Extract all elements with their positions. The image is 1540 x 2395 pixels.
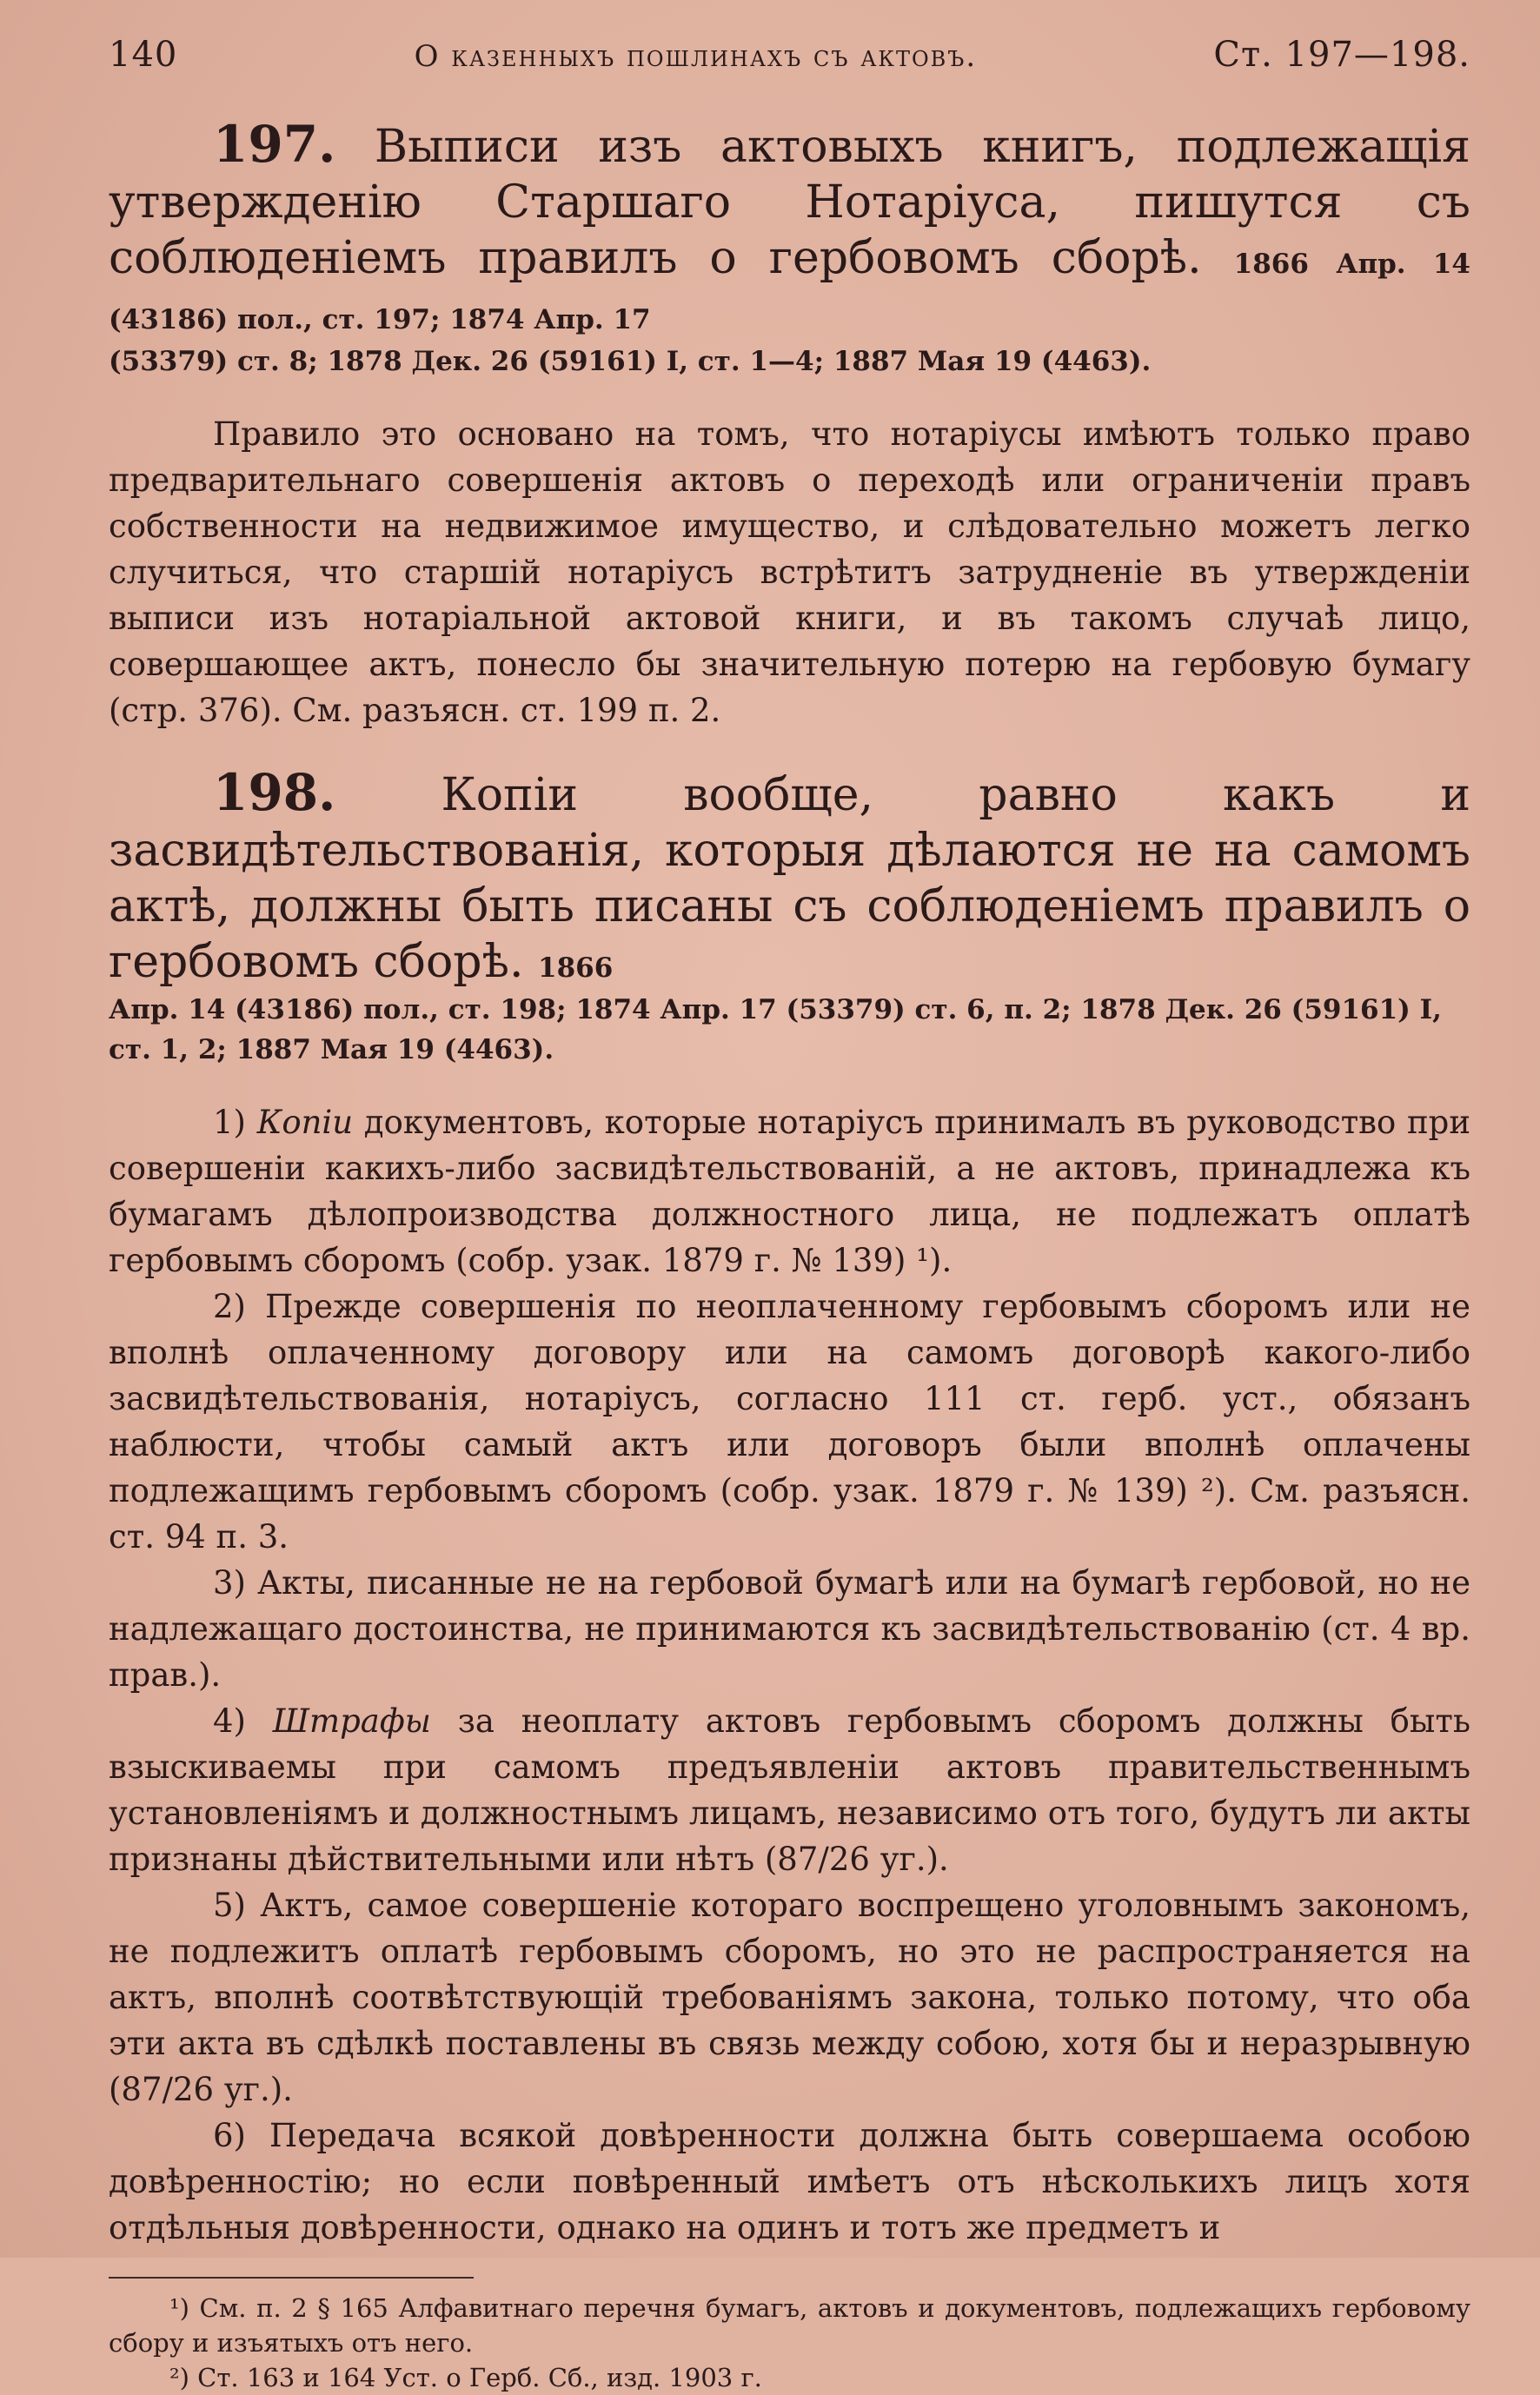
commentary-item-5: 5) Актъ, самое совершеніе котораго воспрещено уголовнымъ закономъ, не подлежитъ оплатѣ гербовымъ сборомъ, но это не распространяется на актъ, вполнѣ соотвѣтствующій требованіямъ закона, только потому, что оба эти акта въ сдѣлкѣ поставлены въ связь между собою, хотя бы и неразрывную (87/26 уг.). [109, 1887, 1470, 2108]
article-198-sources-a: 1866 [538, 952, 614, 984]
article-198-text: Копіи вообще, равно какъ и засвидѣтельствованія, которыя дѣлаются не на самомъ актѣ, должны быть писаны съ соблюденіемъ правилъ о гербовомъ сборѣ. [109, 769, 1471, 988]
running-title: О казенныхъ пошлинахъ съ актовъ. [414, 39, 978, 74]
section-range: Ст. 197—198. [1213, 35, 1470, 75]
article-197-number: 197. [213, 115, 336, 174]
article-197-sources-a: 1866 Апр. 14 (43186) пол., ст. 197; 1874 Апр. 17 [109, 249, 1470, 335]
commentary-item-6: 6) Передача всякой довѣренности должна быть совершаема особою довѣренностію; но если повѣренный имѣетъ отъ нѣсколькихъ лицъ хотя отдѣльныя довѣренности, однако на одинъ и тотъ же предметъ и [109, 2117, 1470, 2246]
running-header [109, 35, 1470, 75]
article-197-commentary: Правило это основано на томъ, что нотаріусы имѣютъ только право предварительнаго совершенія актовъ о переходѣ или ограниченіи правъ собственности на недвижимое имущество, и слѣдовательно можетъ легко случиться, что старшій нотаріусъ встрѣтитъ затрудненіе въ утвержденіи выписи изъ нотаріальной актовой книги, и въ такомъ случаѣ лицо, совершающее актъ, понесло бы значительную потерю на гербовую бумагу (стр. 376). См. разъясн. ст. 199 п. 2. [109, 415, 1470, 729]
commentary-item-1: 1) Копіи документовъ, которые нотаріусъ принималъ въ руководство при совершеніи какихъ-либо засвидѣтельствованій, а не актовъ, принадлежа къ бумагамъ дѣлопроизводства должностного лица, не подлежатъ оплатѣ гербовымъ сборомъ (собр. узак. 1879 г. № 139) ¹). [109, 1104, 1470, 1279]
commentary-item-4: 4) Штрафы за неоплату актовъ гербовымъ сборомъ должны быть взыскиваемы при самомъ предъявленіи актовъ правительственнымъ установленіямъ и должностнымъ лицамъ, независимо отъ того, будутъ ли акты признаны дѣйствительными или нѣтъ (87/26 уг.). [109, 1702, 1470, 1878]
article-197-sources-b: (53379) ст. 8; 1878 Дек. 26 (59161) I, ст. 1—4; 1887 Мая 19 (4463). [109, 346, 1152, 377]
article-197-heading [109, 116, 1470, 342]
emphasis-fines: Штрафы [272, 1702, 431, 1740]
page-number: 140 [109, 35, 178, 75]
article-198-heading [109, 765, 1470, 990]
footnote-1: ¹) См. п. 2 § 165 Алфавитнаго перечня бумагъ, актовъ и документовъ, подлежащихъ гербовому сбору и изъятыхъ отъ него. [109, 2293, 1470, 2358]
footnote-divider [109, 2277, 474, 2279]
article-197-text: Выписи изъ актовыхъ книгъ, подлежащія утвержденію Старшаго Нотаріуса, пишутся съ соблюденіемъ правилъ о гербовомъ сборѣ. [109, 121, 1470, 284]
footnote-2: ²) Ст. 163 и 164 Уст. о Герб. Сб., изд. 1903 г. [169, 2363, 762, 2392]
commentary-item-3: 3) Акты, писанные не на гербовой бумагѣ или на бумагѣ гербовой, но не надлежащаго достоинства, не принимаются къ засвидѣтельствованію (ст. 4 вр. прав.). [109, 1564, 1470, 1694]
commentary-item-2: 2) Прежде совершенія по неоплаченному гербовымъ сборомъ или не вполнѣ оплаченному договору или на самомъ договорѣ какого-либо засвидѣтельствованія, нотаріусъ, согласно 111 ст. герб. уст., обязанъ наблюсти, чтобы самый актъ или договоръ были вполнѣ оплачены подлежащимъ гербовымъ сборомъ (собр. узак. 1879 г. № 139) ²). См. разъясн. ст. 94 п. 3. [109, 1288, 1470, 1556]
article-198-number: 198. [213, 763, 336, 822]
article-198-sources-b: Апр. 14 (43186) пол., ст. 198; 1874 Апр. 17 (53379) ст. 6, п. 2; 1878 Дек. 26 (59161) I, ст. 1, 2; 1887 Мая 19 (4463). [109, 994, 1442, 1065]
emphasis-copies: Копіи [256, 1104, 354, 1141]
